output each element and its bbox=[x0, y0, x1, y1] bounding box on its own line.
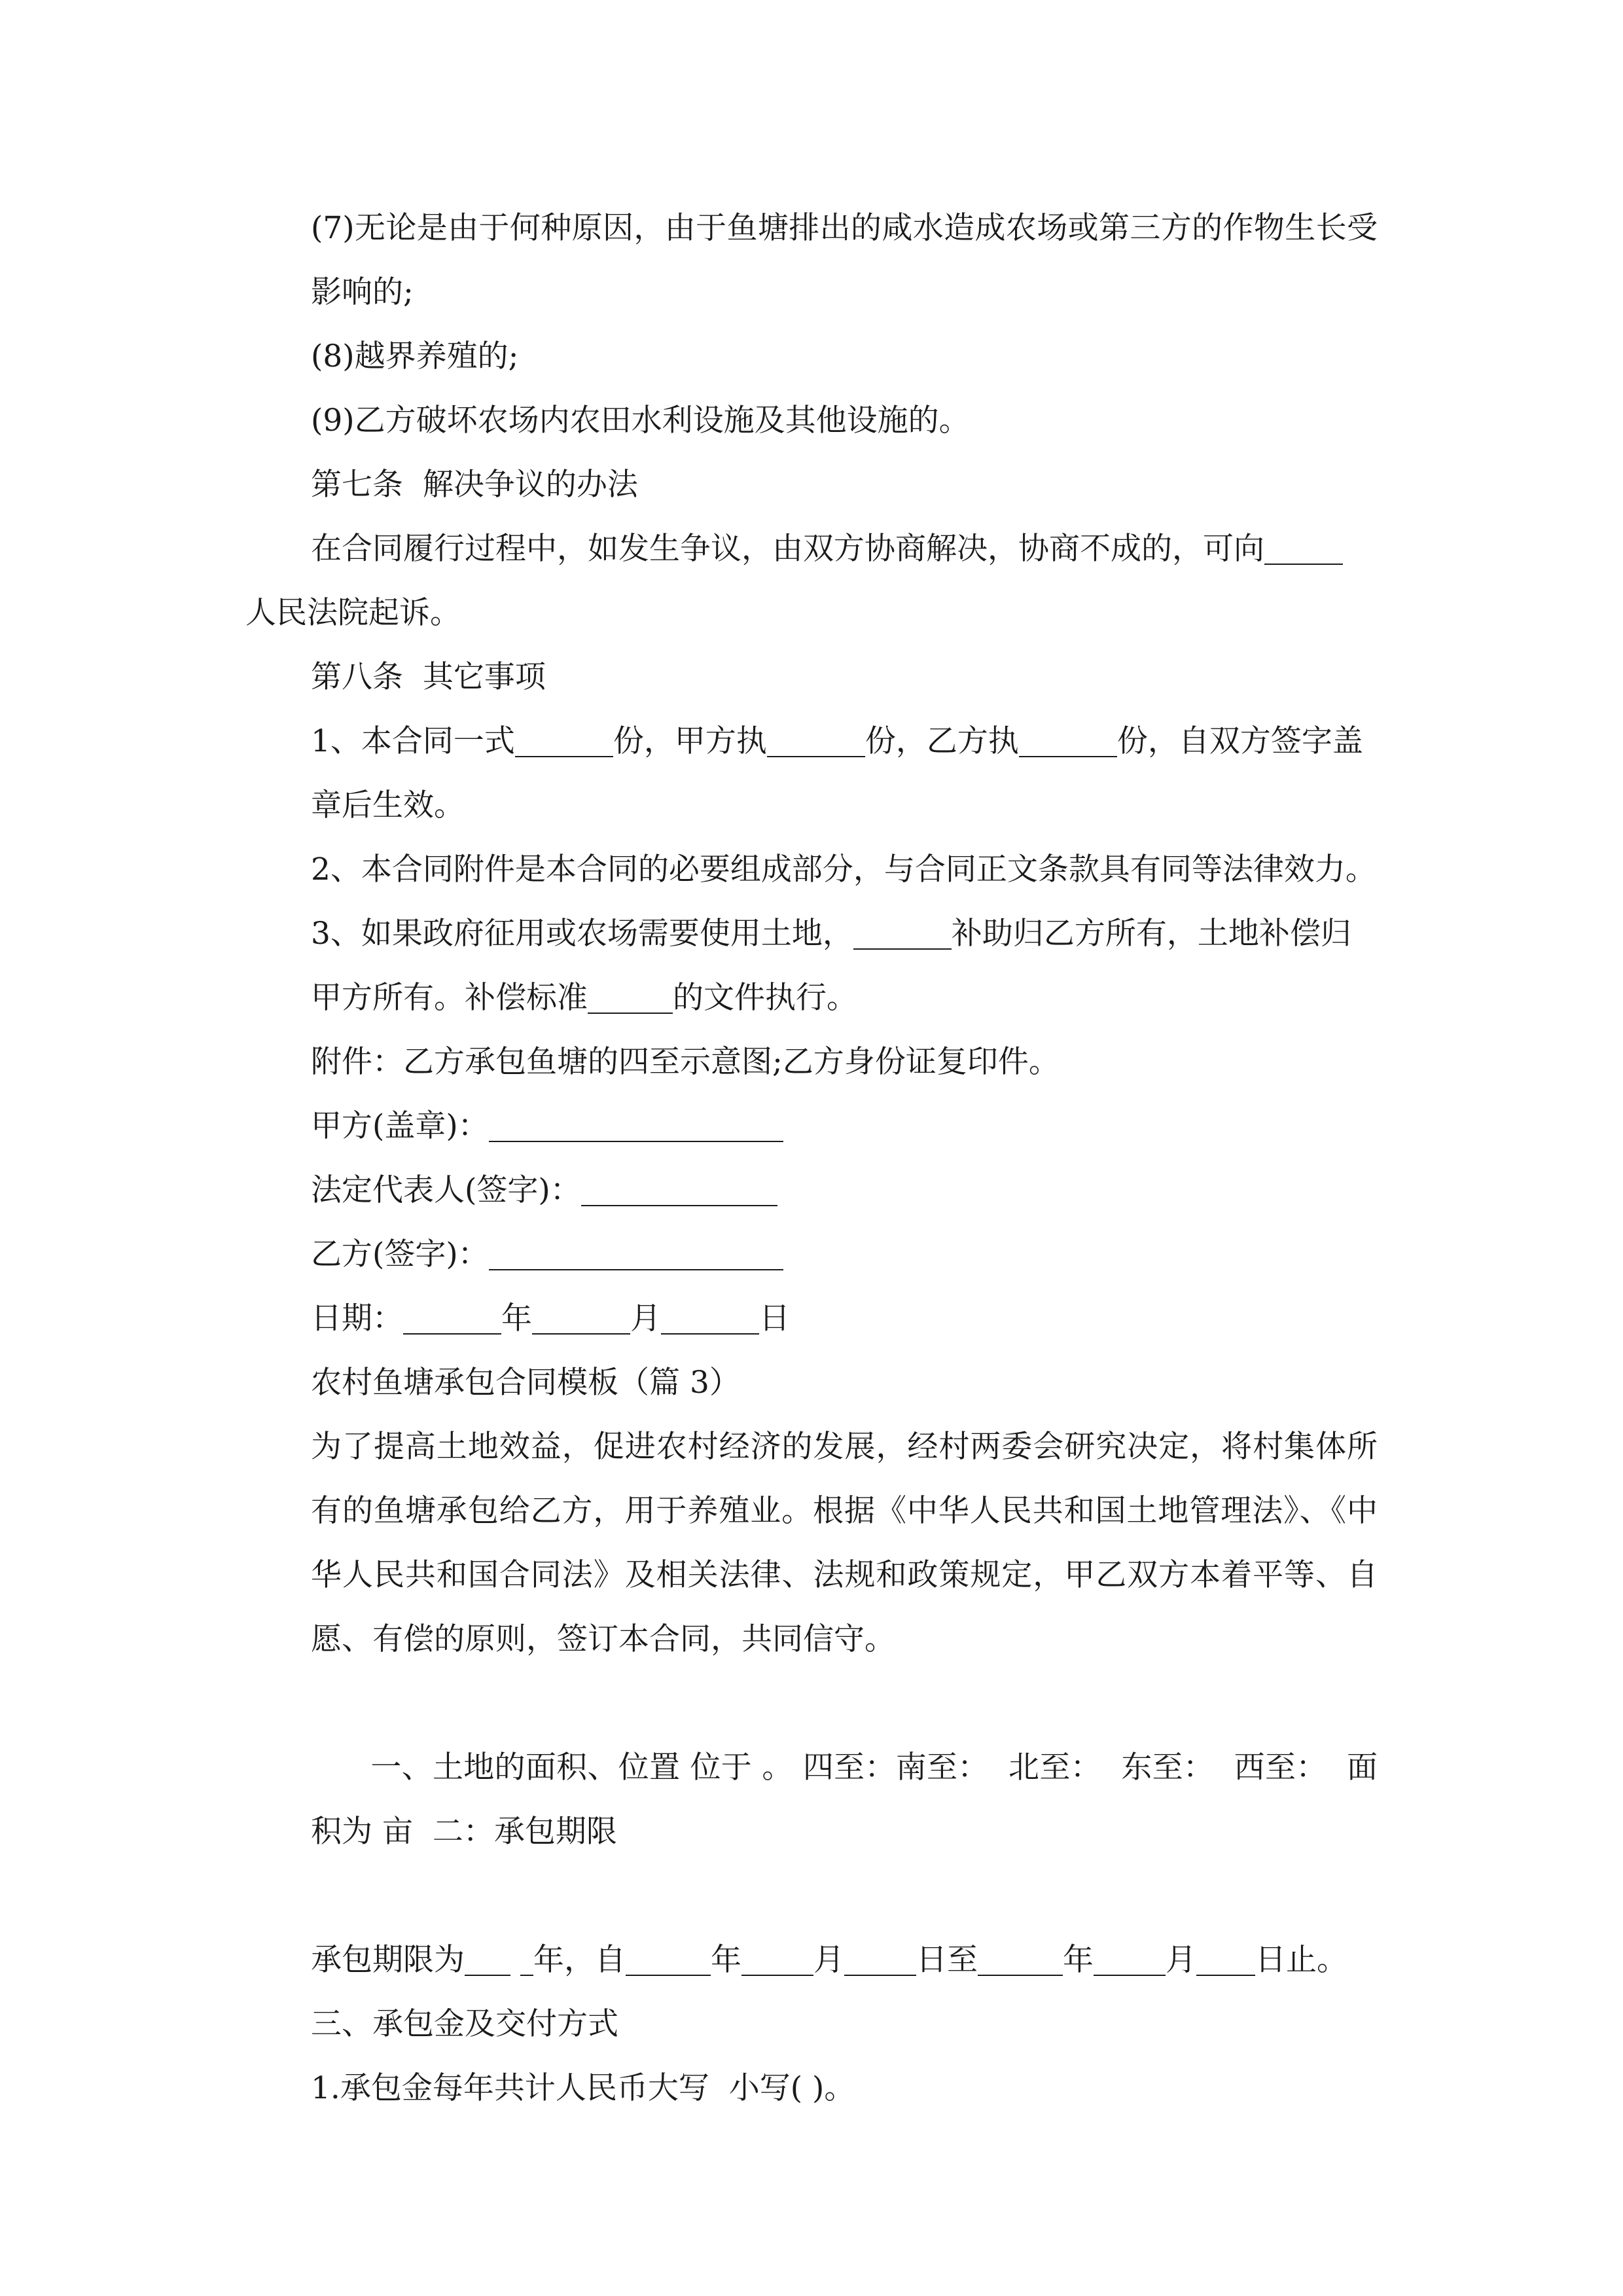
fee-item1: 1.承包金每年共计人民币大写 小写( )。 bbox=[311, 2070, 855, 2106]
subsidy-blank bbox=[853, 916, 952, 950]
article8-item3: 3、如果政府征用或农场需要使用土地， 补助归乙方所有，土地补偿归甲方所有。补偿标准 的文件执行。 bbox=[311, 916, 1351, 1016]
end-day-blank bbox=[1196, 1943, 1255, 1976]
legal-rep-signature-blank bbox=[581, 1173, 777, 1206]
land-clause: 一、土地的面积、位置 位于 。 四至：南至： 北至： 东至： 西至： 面积为 亩 二：承包期限 bbox=[311, 1749, 1378, 1850]
attachment-line: 附件：乙方承包鱼塘的四至示意图;乙方身份证复印件。 bbox=[311, 1044, 1060, 1080]
contract-term-line: 承包期限为 年，自 年 月 日至 年 月 日止。 bbox=[311, 1942, 1347, 1978]
legal-rep-signature-line: 法定代表人(签字)： bbox=[245, 1158, 1378, 1223]
end-month-blank bbox=[1094, 1943, 1166, 1976]
clause7-item9: (9)乙方破坏农场内农田水利设施及其他设施的。 bbox=[311, 403, 970, 439]
section3-title: 农村鱼塘承包合同模板（篇 3） bbox=[311, 1365, 740, 1401]
compensation-standard-blank bbox=[588, 980, 673, 1014]
start-year-blank bbox=[626, 1943, 711, 1976]
party-b-signature-blank bbox=[489, 1237, 783, 1270]
copies-party-b-blank bbox=[1019, 724, 1117, 757]
start-day-blank bbox=[844, 1943, 916, 1976]
copies-party-a-blank bbox=[767, 724, 865, 757]
article8-item2: 2、本合同附件是本合同的必要组成部分，与合同正文条款具有同等法律效力。 bbox=[311, 852, 1376, 888]
end-year-blank bbox=[978, 1943, 1063, 1976]
article8-item1: 1、本合同一式 份，甲方执 份，乙方执 份，自双方签字盖章后生效。 bbox=[311, 723, 1363, 823]
party-a-signature-line: 甲方(盖章)： bbox=[245, 1094, 1378, 1158]
start-month-blank bbox=[741, 1943, 813, 1976]
article7-body: 在合同履行过程中，如发生争议，由双方协商解决，协商不成的，可向 bbox=[245, 517, 1378, 581]
document-body bbox=[245, 196, 1378, 2121]
date-line: 日期： 年 月 日 bbox=[311, 1300, 790, 1336]
copies-total-blank bbox=[515, 724, 613, 757]
court-blank bbox=[1264, 531, 1343, 565]
clause7-item7: (7)无论是由于何种原因，由于鱼塘排出的咸水造成农场或第三方的作物生长受影响的; bbox=[311, 210, 1378, 310]
date-year-blank bbox=[403, 1301, 501, 1335]
term-years-blank-2 bbox=[520, 1943, 533, 1976]
article8-title: 第八条 其它事项 bbox=[311, 659, 546, 695]
date-month-blank bbox=[532, 1301, 630, 1335]
term-years-blank-1 bbox=[465, 1943, 510, 1976]
party-b-signature-line: 乙方(签字)： bbox=[245, 1223, 1378, 1287]
section3-intro: 为了提高土地效益，促进农村经济的发展，经村两委会研究决定，将村集体所有的鱼塘承包给乙方，用于养殖业。根据《中华人民共和国土地管理法》、《中华人民共和国合同法》及相关法律、法规和政策规定，甲乙双方本着平等、自愿、有偿的原则，签订本合同，共同信守。 bbox=[311, 1429, 1378, 1657]
party-a-signature-blank bbox=[489, 1109, 783, 1142]
fee-title: 三、承包金及交付方式 bbox=[311, 2006, 618, 2042]
clause7-item8: (8)越界养殖的; bbox=[311, 338, 519, 374]
article7-body-cont: 人民法院起诉。 bbox=[245, 595, 461, 631]
article7-title: 第七条 解决争议的办法 bbox=[311, 467, 638, 503]
date-day-blank bbox=[661, 1301, 759, 1335]
